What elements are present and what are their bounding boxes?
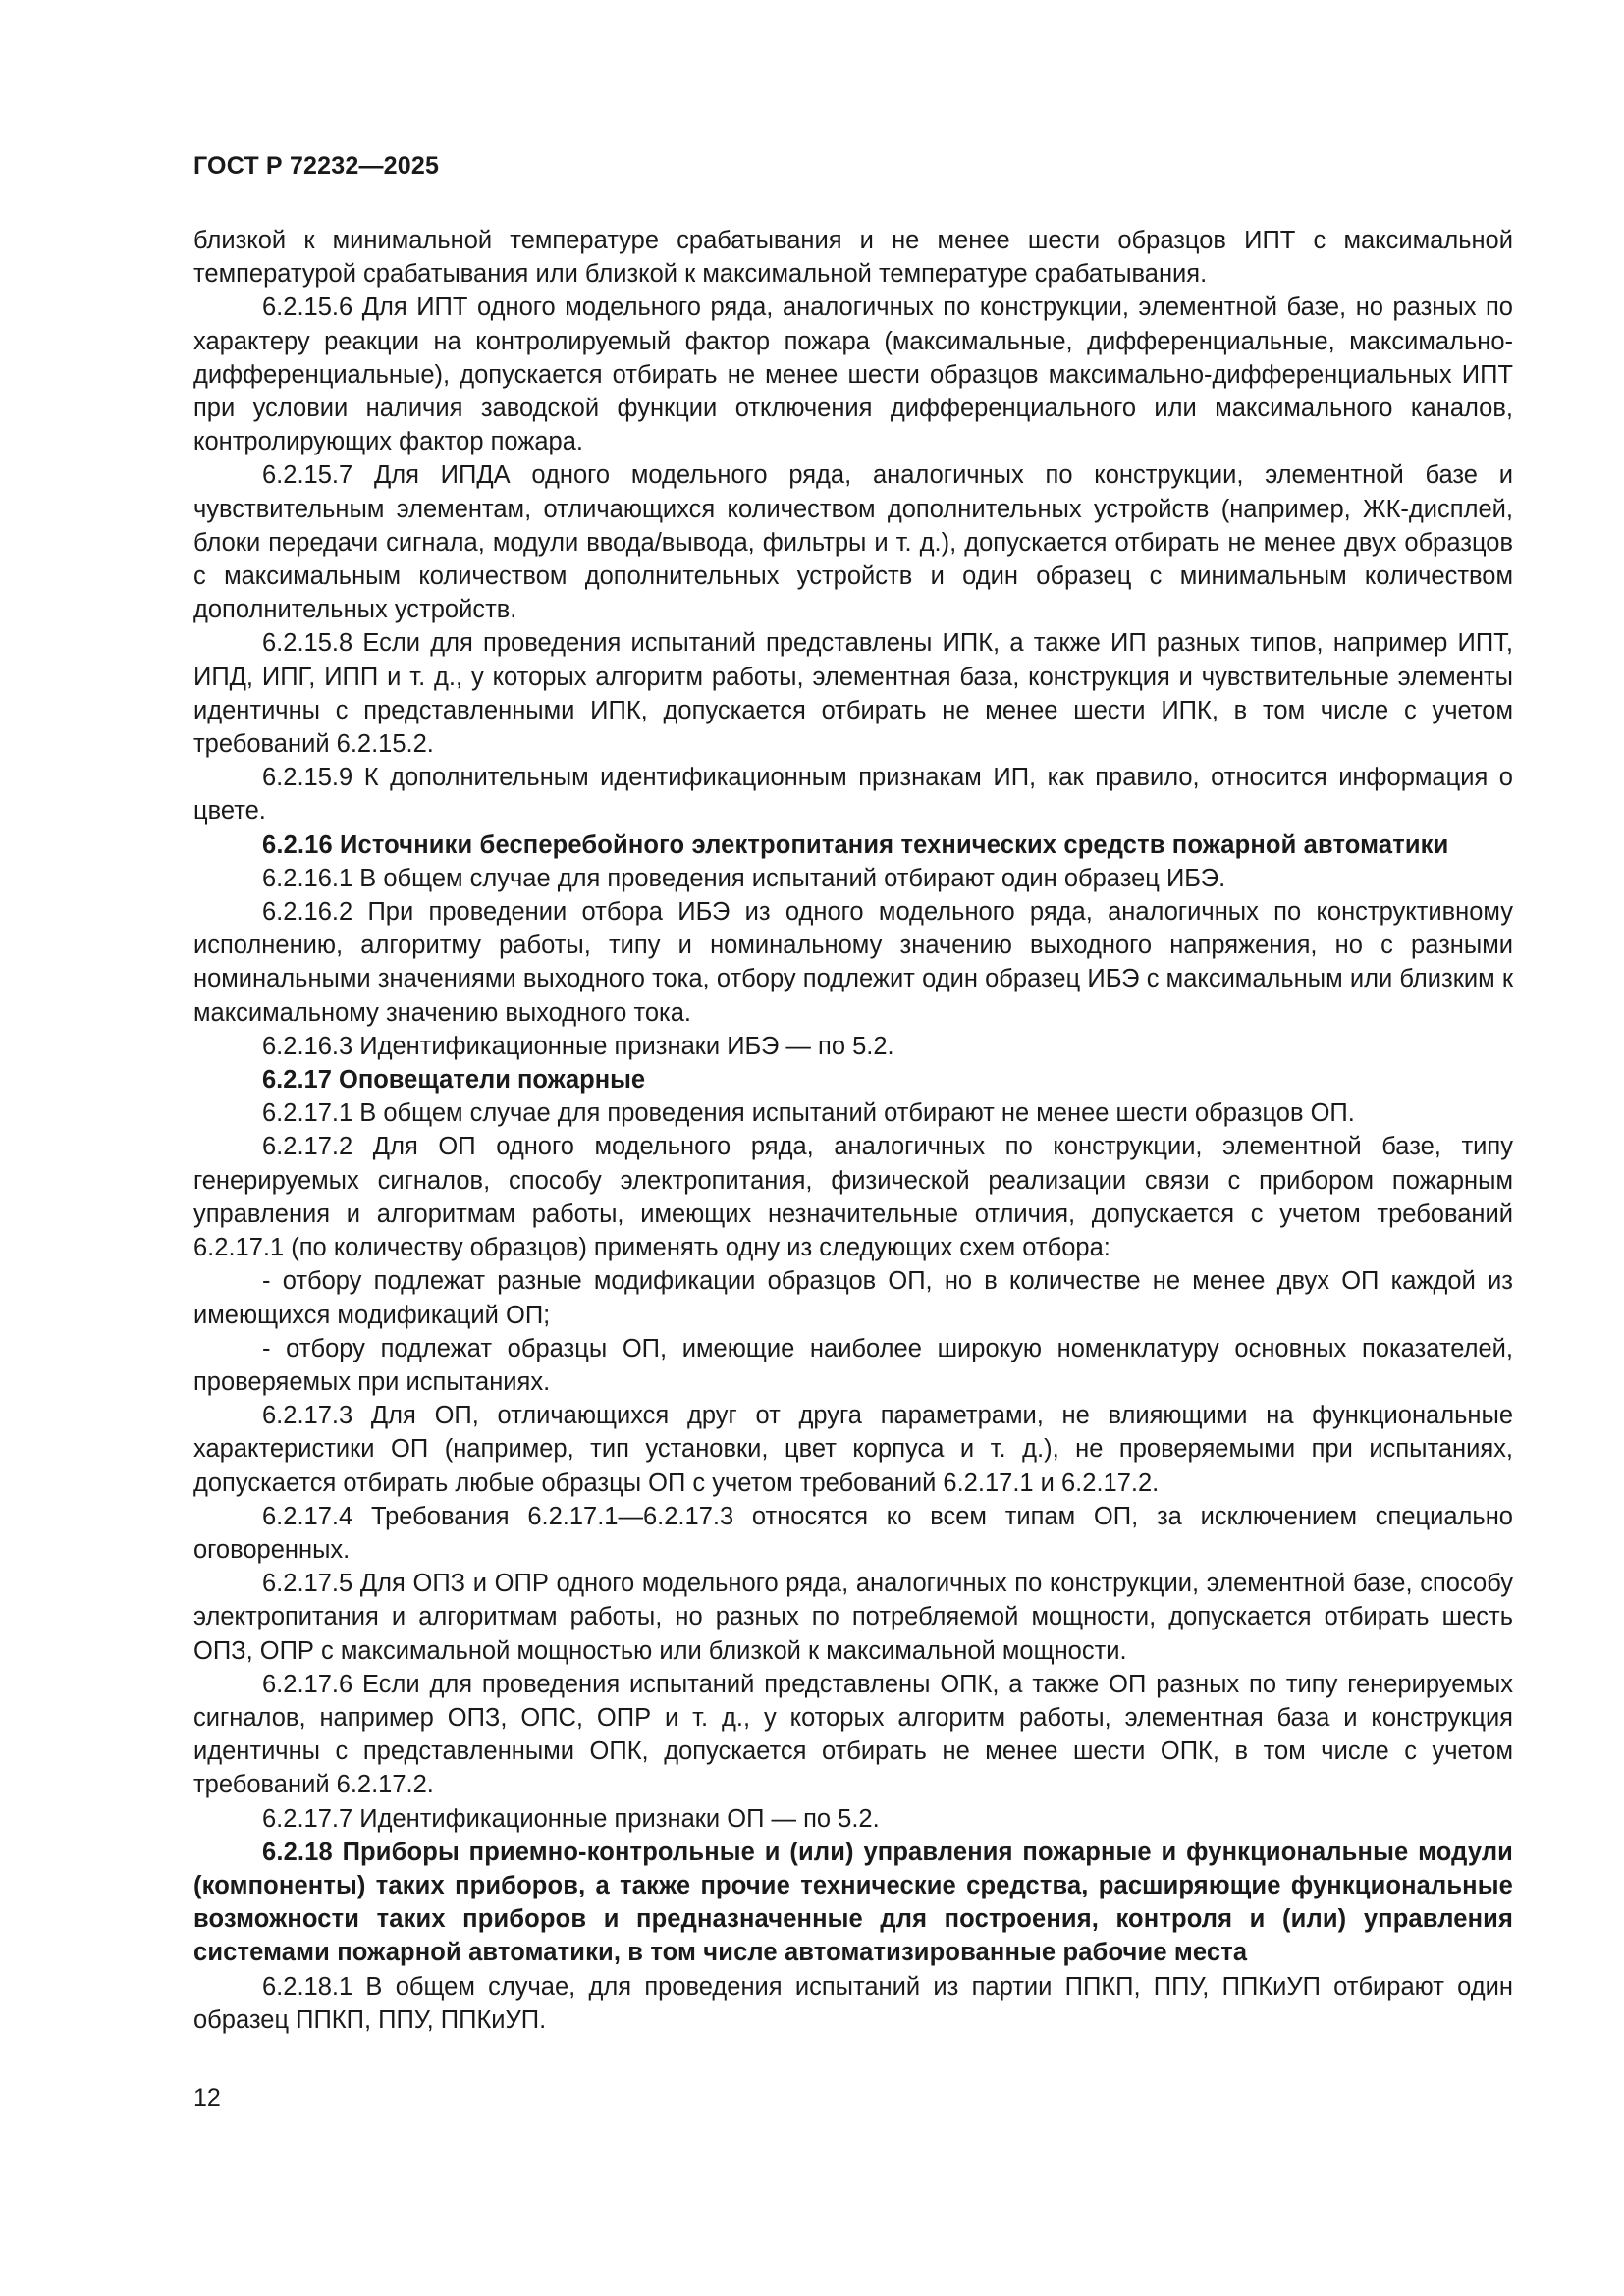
paragraph-6-2-15-7: 6.2.15.7 Для ИПДА одного модельного ряда, аналогичных по конструкции, элементной базе и чувствительным элементам, отличающихся количеством дополнительных устройств (например, ЖК-дисплей, блоки передачи сигнала, модули ввода/вывода, фильтры и т. д.), допускается отбирать не менее двух образцов с максимальным количеством дополнительных устройств и один образец с минимальным количеством дополнительных устройств. xyxy=(193,461,1513,624)
paragraph-6-2-15-8: 6.2.15.8 Если для проведения испытаний представлены ИПК, а также ИП разных типов, например ИПТ, ИПД, ИПГ, ИПП и т. д., у которых алгоритм работы, элементная база, конструкция и чувствительные элементы идентичны с представленными ИПК, допускается отбирать не менее шести ИПК, в том числе с учетом требований 6.2.15.2. xyxy=(193,629,1513,759)
section-heading-6-2-18: 6.2.18 Приборы приемно-контрольные и (или) управления пожарные и функциональные модули (компоненты) таких приборов, а также прочие технические средства, расширяющие функциональные возможности таких приборов и предназначенные для построения, контроля и (или) управления системами пожарной автоматики, в том числе автоматизированные рабочие места xyxy=(193,1838,1513,1967)
document-code-header: ГОСТ Р 72232—2025 xyxy=(193,152,440,180)
paragraph-6-2-15-9: 6.2.15.9 К дополнительным идентификационным признакам ИП, как правило, относится информация о цвете. xyxy=(193,764,1513,826)
paragraph-6-2-16-2: 6.2.16.2 При проведении отбора ИБЭ из одного модельного ряда, аналогичных по конструктивному исполнению, алгоритму работы, типу и номинальному значению выходного напряжения, но с разными номинальными значениями выходного тока, отбору подлежит один образец ИБЭ с максимальным или близким к максимальному значению выходного тока. xyxy=(193,898,1513,1027)
paragraph-6-2-17-1: 6.2.17.1 В общем случае для проведения испытаний отбирают не менее шести образцов ОП. xyxy=(262,1099,1355,1128)
paragraph-6-2-17-3: 6.2.17.3 Для ОП, отличающихся друг от друга параметрами, не влияющими на функциональные характеристики ОП (например, тип установки, цвет корпуса и т. д.), не проверяемыми при испытаниях, допускается отбирать любые образцы ОП с учетом требований 6.2.17.1 и 6.2.17.2. xyxy=(193,1402,1513,1497)
paragraph-6-2-15-6: 6.2.15.6 Для ИПТ одного модельного ряда, аналогичных по конструкции, элементной базе, но разных по характеру реакции на контролируемый фактор пожара (максимальные, дифференциальные, максимально-дифференциальные), допускается отбирать не менее шести образцов максимально-дифференциальных ИПТ при условии наличия заводской функции отключения дифференциального или максимального каналов, контролирующих фактор пожара. xyxy=(193,294,1513,456)
paragraph-6-2-17-2: 6.2.17.2 Для ОП одного модельного ряда, аналогичных по конструкции, элементной базе, типу генерируемых сигналов, способу электропитания, физической реализации связи с прибором пожарным управления и алгоритмам работы, имеющих незначительные отличия, допускается с учетом требований 6.2.17.1 (по количеству образцов) применять одну из следующих схем отбора: xyxy=(193,1133,1513,1262)
paragraph-6-2-17-7: 6.2.17.7 Идентификационные признаки ОП — по 5.2. xyxy=(262,1804,880,1833)
list-item-modifications: - отбору подлежат разные модификации образцов ОП, но в количестве не менее двух ОП каждой из имеющихся модификаций ОП; xyxy=(193,1267,1513,1329)
document-body xyxy=(193,224,1513,2037)
paragraph-6-2-16-3: 6.2.16.3 Идентификационные признаки ИБЭ — по 5.2. xyxy=(262,1032,894,1060)
page-number: 12 xyxy=(193,2084,221,2111)
list-item-nomenclature: - отбору подлежат образцы ОП, имеющие наиболее широкую номенклатуру основных показателей, проверяемых при испытаниях. xyxy=(193,1334,1513,1396)
paragraph-6-2-17-6: 6.2.17.6 Если для проведения испытаний представлены ОПК, а также ОП разных по типу генерируемых сигналов, например ОПЗ, ОПС, ОПР и т. д., у которых алгоритм работы, элементная база и конструкция идентичны с представленными ОПК, допускается отбирать не менее шести ОПК, в том числе с учетом требований 6.2.17.2. xyxy=(193,1670,1513,1799)
section-heading-6-2-16: 6.2.16 Источники бесперебойного электропитания технических средств пожарной автоматики xyxy=(262,830,1449,859)
paragraph-6-2-16-1: 6.2.16.1 В общем случае для проведения испытаний отбирают один образец ИБЭ. xyxy=(262,864,1226,892)
paragraph-6-2-17-5: 6.2.17.5 Для ОПЗ и ОПР одного модельного ряда, аналогичных по конструкции, элементной базе, способу электропитания и алгоритмам работы, но разных по потребляемой мощности, допускается отбирать шесть ОПЗ, ОПР с максимальной мощностью или близкой к максимальной мощности. xyxy=(193,1570,1513,1665)
section-heading-6-2-17: 6.2.17 Оповещатели пожарные xyxy=(262,1066,646,1095)
paragraph-continuation: близкой к минимальной температуре срабатывания и не менее шести образцов ИПТ с максимальной температурой срабатывания или близкой к максимальной температуре срабатывания. xyxy=(193,227,1513,289)
paragraph-6-2-17-4: 6.2.17.4 Требования 6.2.17.1—6.2.17.3 относятся ко всем типам ОП, за исключением специально оговоренных. xyxy=(193,1502,1513,1564)
paragraph-6-2-18-1: 6.2.18.1 В общем случае, для проведения испытаний из партии ППКП, ППУ, ППКиУП отбирают один образец ППКП, ППУ, ППКиУП. xyxy=(193,1972,1513,2034)
